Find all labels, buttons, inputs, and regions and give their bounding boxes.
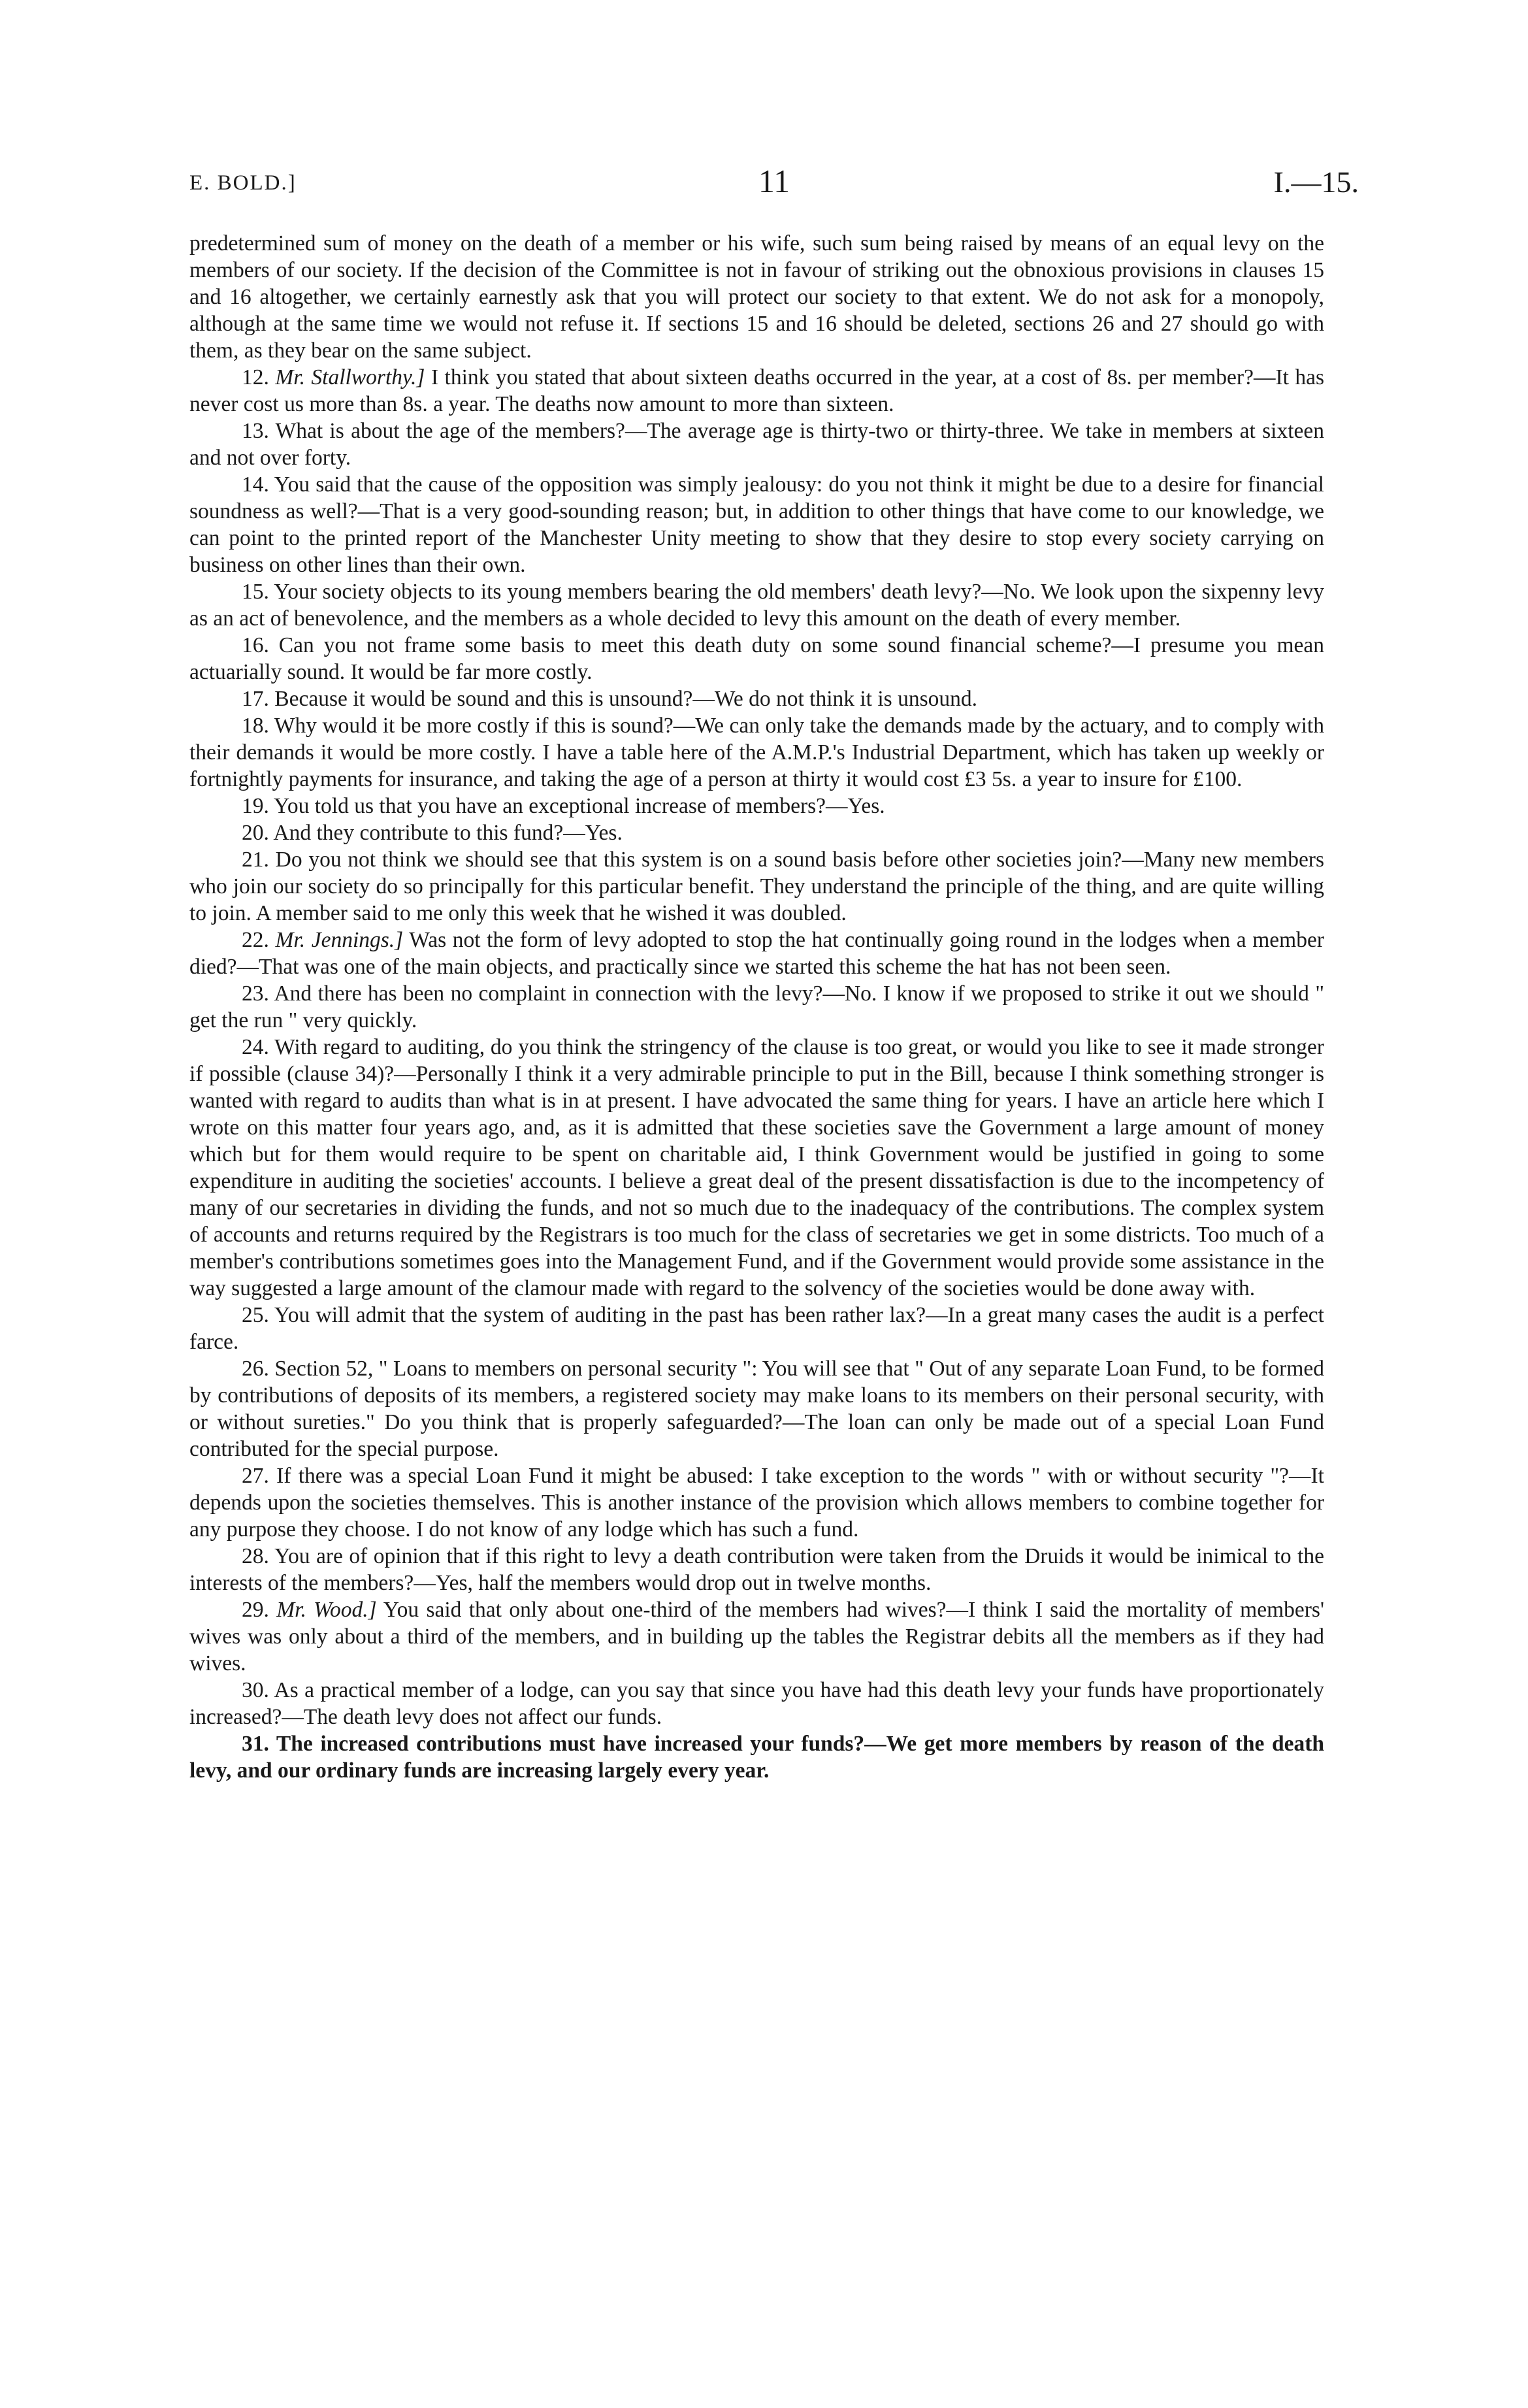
question-number: 26. — [242, 1357, 269, 1381]
question-number: 28. — [242, 1544, 269, 1568]
question-number: 29. — [242, 1598, 269, 1622]
question-17 — [189, 685, 1324, 712]
paragraph-text: Can you not frame some basis to meet this death duty on some sound financial scheme?—I presume you mean actuarially sound. It would be far more costly. — [189, 633, 1324, 684]
question-number: 22. — [242, 928, 269, 952]
question-number: 30. — [242, 1678, 269, 1702]
question-number: 25. — [242, 1303, 269, 1327]
question-31 — [189, 1730, 1324, 1784]
paragraph-text: You said that the cause of the opposition was simply jealousy: do you not think it might be due to a desire for financial soundness as well?—That is a very good-sounding reason; but, in addition to other things that have come to our knowledge, we can point to the printed report of the Manchester Unity meeting to show that they desire to stop every society carrying on business on other lines than their own. — [189, 472, 1324, 577]
paragraph-text: Was not the form of levy adopted to stop the hat continually going round in the lodges when a member died?—That was one of the main objects, and practically since we started this scheme the hat has not been seen. — [189, 928, 1324, 979]
speaker-name: Mr. Jennings.] — [275, 928, 404, 952]
question-21 — [189, 846, 1324, 927]
speaker-name: Mr. Stallworthy.] — [275, 365, 425, 389]
question-14 — [189, 471, 1324, 578]
paragraph-text: You told us that you have an exceptional increase of members?—Yes. — [274, 794, 885, 818]
question-number: 24. — [242, 1035, 269, 1059]
question-number: 27. — [242, 1464, 269, 1488]
paragraph-text: predetermined sum of money on the death of a member or his wife, such sum being raised by means of an equal levy on the members of our society. If the decision of the Committee is not in favour of striking out the obnoxious provisions in clauses 15 and 16 altogether, we certainly earnestly ask that you will protect our society to that extent. We do not ask for a monopoly, although at the same time we would not refuse it. If sections 15 and 16 should be deleted, sections 26 and 27 should go with them, as they bear on the same subject. — [189, 231, 1324, 363]
question-30 — [189, 1677, 1324, 1730]
question-12 — [189, 364, 1324, 418]
question-number: 13. — [242, 419, 269, 443]
question-number: 21. — [242, 848, 269, 872]
paragraph-text: Why would it be more costly if this is sound?—We can only take the demands made by the actuary, and to comply with their demands it would be more costly. I have a table here of the A.M.P.'s Industrial Department, which has taken up weekly or fortnightly payments for insurance, and taking the age of a person at thirty it would cost £3 5s. a year to insure for £100. — [189, 714, 1324, 791]
paragraph-text: And they contribute to this fund?—Yes. — [273, 821, 623, 845]
paragraph-text: As a practical member of a lodge, can you say that since you have had this death levy your funds have proportionately increased?—The death levy does not affect our funds. — [189, 1678, 1324, 1729]
paragraph-text: Because it would be sound and this is unsound?—We do not think it is unsound. — [274, 687, 977, 711]
question-24 — [189, 1034, 1324, 1302]
paragraph-text: You will admit that the system of auditing in the past has been rather lax?—In a great many cases the audit is a perfect farce. — [189, 1303, 1324, 1354]
speaker-name: Mr. Wood.] — [276, 1598, 377, 1622]
question-number: 19. — [242, 794, 269, 818]
paragraph-text: If there was a special Loan Fund it might be abused: I take exception to the words " with or without security "?—It depends upon the societies themselves. This is another instance of the provision which allows members to combine together for any purpose they choose. I do not know of any lodge which has such a fund. — [189, 1464, 1324, 1542]
paragraph-text: What is about the age of the members?—The average age is thirty-two or thirty-three. We take in members at sixteen and not over forty. — [189, 419, 1324, 470]
question-number: 23. — [242, 981, 269, 1006]
question-29 — [189, 1596, 1324, 1677]
paragraph-continuation — [189, 230, 1324, 364]
paragraph-text: Your society objects to its young members bearing the old members' death levy?—No. We look upon the sixpenny levy as an act of benevolence, and the members as a whole decided to levy this amount on the death of every member. — [189, 580, 1324, 631]
question-number: 18. — [242, 714, 269, 738]
question-16 — [189, 632, 1324, 685]
question-number: 15. — [242, 580, 269, 604]
page-header — [189, 162, 1359, 208]
document-reference: I.—15. — [1273, 165, 1359, 199]
question-27 — [189, 1462, 1324, 1543]
page-number: 11 — [758, 163, 790, 199]
paragraph-text: You said that only about one-third of the members had wives?—I think I said the mortality of members' wives was only about a third of the members, and in building up the tables the Registrar debits all the members as if they had wives. — [189, 1598, 1324, 1675]
question-25 — [189, 1302, 1324, 1355]
paragraph-text: Section 52, " Loans to members on personal security ": You will see that " Out of any separate Loan Fund, to be formed by contributions of deposits of its members, a registered society may make loans to its members on their personal security, with or without sureties." Do you think that is properly safeguarded?—The loan can only be made out of a special Loan Fund contributed for the special purpose. — [189, 1357, 1325, 1461]
question-28 — [189, 1543, 1324, 1596]
paragraph-text: Do you not think we should see that this system is on a sound basis before other societies join?—Many new members who join our society do so principally for this particular benefit. They understand the principle of the thing, and are quite willing to join. A member said to me only this week that he wished it was doubled. — [189, 848, 1325, 925]
question-number: 17. — [242, 687, 269, 711]
question-22 — [189, 927, 1324, 980]
paragraph-text: And there has been no complaint in connection with the levy?—No. I know if we proposed to strike it out we should " get the run " very quickly. — [189, 981, 1324, 1032]
paragraph-text: I think you stated that about sixteen deaths occurred in the year, at a cost of 8s. per member?—It has never cost us more than 8s. a year. The deaths now amount to more than sixteen. — [189, 365, 1325, 416]
question-15 — [189, 578, 1324, 632]
paragraph-text: The increased contributions must have increased your funds?—We get more members by reason of the death levy, and our ordinary funds are increasing largely every year. — [189, 1732, 1324, 1783]
witness-name: E. BOLD.] — [189, 171, 297, 195]
question-number: 16. — [242, 633, 269, 657]
question-number: 14. — [242, 472, 269, 497]
question-number: 20. — [242, 821, 269, 845]
question-26 — [189, 1355, 1324, 1462]
paragraph-text: With regard to auditing, do you think the stringency of the clause is too great, or would you like to see it made stronger if possible (clause 34)?—Personally I think it a very admirable principle to put in the Bill, because I think something stronger is wanted with regard to audits than what is in at present. I have advocated the same thing for years. I have an article here which I wrote on this matter four years ago, and, as it is admitted that these societies save the Government a large amount of money which but for them would require to be spent on charitable aid, I think Government would be justified in going to some expenditure in auditing the societies' accounts. I believe a great deal of the present dissatisfaction is due to the incompetency of many of our secretaries in dividing the funds, and not so much due to the inadequacy of the contributions. The complex system of accounts and returns required by the Registrars is too much for the class of secretaries we get in some districts. Too much of a member's contributions sometimes goes into the Management Fund, and if the Government would provide some assistance in the way suggested a large amount of the clamour made with regard to the solvency of the societies would be done away with. — [189, 1035, 1324, 1300]
document-body — [189, 230, 1324, 1784]
question-19 — [189, 793, 1324, 819]
question-number: 12. — [242, 365, 269, 389]
question-number: 31. — [242, 1732, 269, 1756]
question-20 — [189, 819, 1324, 846]
paragraph-text: You are of opinion that if this right to levy a death contribution were taken from the Druids it would be inimical to the interests of the members?—Yes, half the members would drop out in twelve months. — [189, 1544, 1324, 1595]
question-23 — [189, 980, 1324, 1034]
question-13 — [189, 418, 1324, 471]
question-18 — [189, 712, 1324, 793]
